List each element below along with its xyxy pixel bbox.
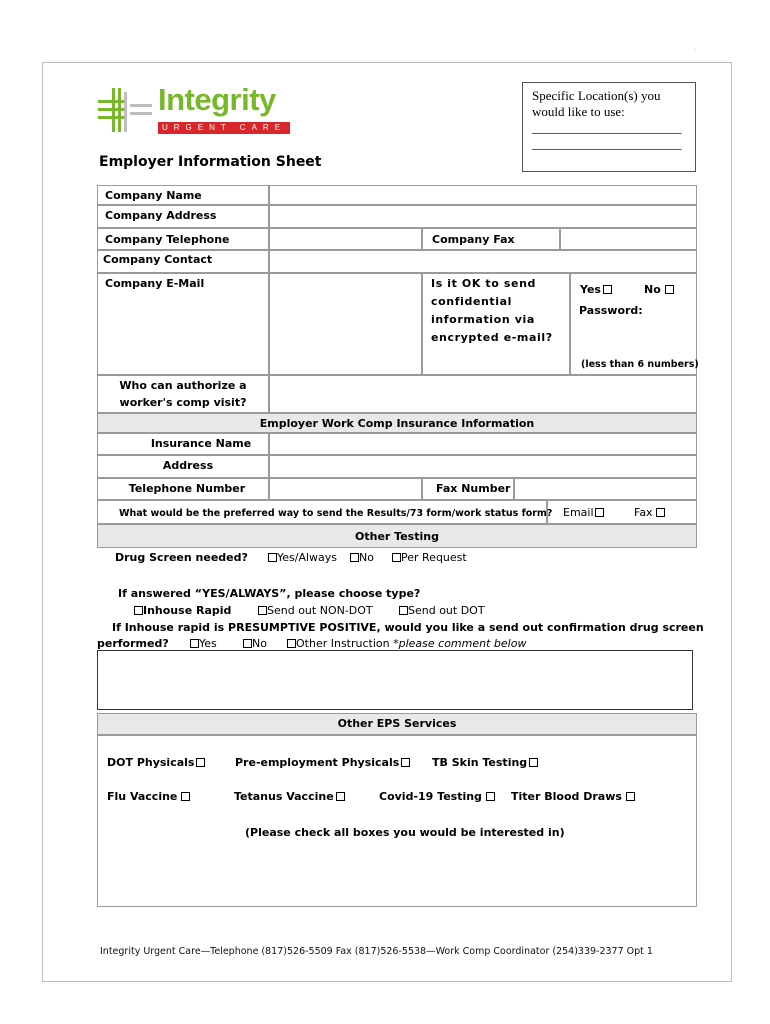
- presumptive-other-checkbox[interactable]: [287, 639, 296, 648]
- tb-checkbox[interactable]: [529, 758, 538, 767]
- tetanus-label: Tetanus Vaccine: [234, 790, 334, 803]
- authorize-label-1: Who can authorize a: [119, 379, 247, 392]
- dot-label: Send out DOT: [408, 604, 485, 617]
- encrypt-question-3: information via: [431, 313, 535, 326]
- encrypt-question-1: Is it OK to send: [431, 277, 536, 290]
- presumptive-other-option[interactable]: [287, 637, 526, 650]
- footer-contact: Integrity Urgent Care—Telephone (817)526-5509 Fax (817)526-5538—Work Comp Coordinator (254)339-2377 Opt 1: [100, 946, 653, 957]
- dot-physicals-label: DOT Physicals: [107, 756, 195, 769]
- insurance-address-label: Address: [162, 459, 214, 472]
- drug-request-label: Per Request: [401, 551, 467, 564]
- presumptive-no-option[interactable]: [243, 637, 267, 650]
- preferred-email-option[interactable]: [563, 506, 604, 519]
- preferred-fax-label: Fax: [634, 506, 653, 519]
- location-blank-1: _______________________: [532, 120, 682, 135]
- eps-note: (Please check all boxes you would be interested in): [245, 826, 565, 839]
- company-email-field[interactable]: [269, 273, 422, 375]
- pre-employment-label: Pre-employment Physicals: [235, 756, 400, 769]
- insurance-telephone-label: Telephone Number: [128, 482, 246, 495]
- insurance-fax-field[interactable]: [514, 478, 697, 500]
- password-note: (less than 6 numbers): [581, 359, 699, 370]
- encrypt-no-checkbox[interactable]: [665, 285, 674, 294]
- insurance-name-label: Insurance Name: [150, 437, 252, 450]
- covid-checkbox[interactable]: [486, 792, 495, 801]
- company-fax-label: Company Fax: [432, 233, 515, 246]
- presumptive-yes-option[interactable]: [190, 637, 217, 650]
- flu-option[interactable]: [107, 790, 190, 803]
- presumptive-comment-hint: please comment below: [398, 637, 527, 650]
- presumptive-yes-checkbox[interactable]: [190, 639, 199, 648]
- company-name-field[interactable]: [269, 185, 697, 205]
- encrypt-yes-label: Yes: [580, 283, 601, 296]
- location-blank-2: _______________________: [532, 136, 682, 151]
- tetanus-checkbox[interactable]: [336, 792, 345, 801]
- dot-option[interactable]: [399, 604, 485, 617]
- titer-label: Titer Blood Draws: [511, 790, 622, 803]
- presumptive-yes-label: Yes: [199, 637, 217, 650]
- presumptive-other-label: Other Instruction *: [296, 637, 399, 650]
- drug-request-checkbox[interactable]: [392, 553, 401, 562]
- insurance-address-field[interactable]: [269, 455, 697, 478]
- nondot-label: Send out NON-DOT: [267, 604, 373, 617]
- company-fax-field[interactable]: [560, 228, 697, 250]
- presumptive-no-label: No: [252, 637, 267, 650]
- nondot-checkbox[interactable]: [258, 606, 267, 615]
- comment-textarea[interactable]: [97, 650, 693, 710]
- inhouse-checkbox[interactable]: [134, 606, 143, 615]
- drug-screen-question: Drug Screen needed?: [115, 551, 248, 564]
- drug-request-option[interactable]: [392, 551, 467, 564]
- encrypt-no-label: No: [644, 283, 661, 296]
- location-text-2: would like to use:: [532, 104, 625, 119]
- encrypt-yes-checkbox[interactable]: [603, 285, 612, 294]
- pre-employment-option[interactable]: [235, 756, 410, 769]
- inhouse-label: Inhouse Rapid: [143, 604, 232, 617]
- preferred-email-checkbox[interactable]: [595, 508, 604, 517]
- nondot-option[interactable]: [258, 604, 373, 617]
- dot-physicals-checkbox[interactable]: [196, 758, 205, 767]
- authorize-field[interactable]: [269, 375, 697, 413]
- covid-option[interactable]: [379, 790, 495, 803]
- drug-no-option[interactable]: [350, 551, 374, 564]
- inhouse-option[interactable]: [134, 604, 231, 617]
- titer-option[interactable]: [511, 790, 635, 803]
- dot-checkbox[interactable]: [399, 606, 408, 615]
- presumptive-no-checkbox[interactable]: [243, 639, 252, 648]
- company-contact-field[interactable]: [269, 250, 697, 273]
- company-email-label: Company E-Mail: [105, 277, 205, 290]
- covid-label: Covid-19 Testing: [379, 790, 482, 803]
- presumptive-question: If Inhouse rapid is PRESUMPTIVE POSITIVE, would you like a send out confirmation drug screen: [112, 621, 704, 634]
- drug-yes-label: Yes/Always: [277, 551, 338, 564]
- insurance-telephone-field[interactable]: [269, 478, 422, 500]
- insurance-fax-label: Fax Number: [436, 482, 511, 495]
- preferred-question: What would be the preferred way to send the Results/73 form/work status form?: [119, 508, 553, 519]
- drug-no-checkbox[interactable]: [350, 553, 359, 562]
- page-title: Employer Information Sheet: [99, 154, 322, 170]
- insurance-name-field[interactable]: [269, 433, 697, 455]
- corner-mark: .: [694, 44, 697, 52]
- presumptive-question-2: performed?: [97, 637, 169, 650]
- logo-tagline: URGENT CARE: [158, 122, 290, 134]
- type-question: If answered “YES/ALWAYS”, please choose type?: [118, 587, 421, 600]
- drug-yes-checkbox[interactable]: [268, 553, 277, 562]
- flu-checkbox[interactable]: [181, 792, 190, 801]
- preferred-email-label: Email: [563, 506, 594, 519]
- encrypt-question-4: encrypted e-mail?: [431, 331, 553, 344]
- password-label: Password:: [579, 304, 643, 317]
- preferred-fax-checkbox[interactable]: [656, 508, 665, 517]
- company-address-label: Company Address: [105, 209, 217, 222]
- eps-header: Other EPS Services: [337, 717, 457, 730]
- encrypt-yes-option[interactable]: [580, 283, 612, 296]
- pre-employment-checkbox[interactable]: [401, 758, 410, 767]
- other-testing-header: Other Testing: [355, 530, 439, 543]
- company-name-label: Company Name: [105, 189, 202, 202]
- drug-yes-option[interactable]: [268, 551, 337, 564]
- logo-brand-text: Integrity: [158, 82, 276, 117]
- company-telephone-label: Company Telephone: [105, 233, 230, 246]
- location-box[interactable]: [522, 82, 696, 172]
- flu-label: Flu Vaccine: [107, 790, 178, 803]
- company-contact-label: Company Contact: [103, 253, 213, 266]
- company-telephone-field[interactable]: [269, 228, 422, 250]
- drug-no-label: No: [359, 551, 374, 564]
- encrypt-no-option[interactable]: [644, 283, 674, 296]
- titer-checkbox[interactable]: [626, 792, 635, 801]
- tb-label: TB Skin Testing: [432, 756, 528, 769]
- preferred-fax-option[interactable]: [634, 506, 665, 519]
- encrypt-question-2: confidential: [431, 295, 513, 308]
- insurance-header: Employer Work Comp Insurance Information: [259, 417, 535, 430]
- dot-physicals-option[interactable]: [107, 756, 205, 769]
- company-address-field[interactable]: [269, 205, 697, 228]
- authorize-label-2: worker's comp visit?: [119, 396, 247, 409]
- location-text-1: Specific Location(s) you: [532, 88, 661, 103]
- tb-option[interactable]: [432, 756, 538, 769]
- tetanus-option[interactable]: [234, 790, 345, 803]
